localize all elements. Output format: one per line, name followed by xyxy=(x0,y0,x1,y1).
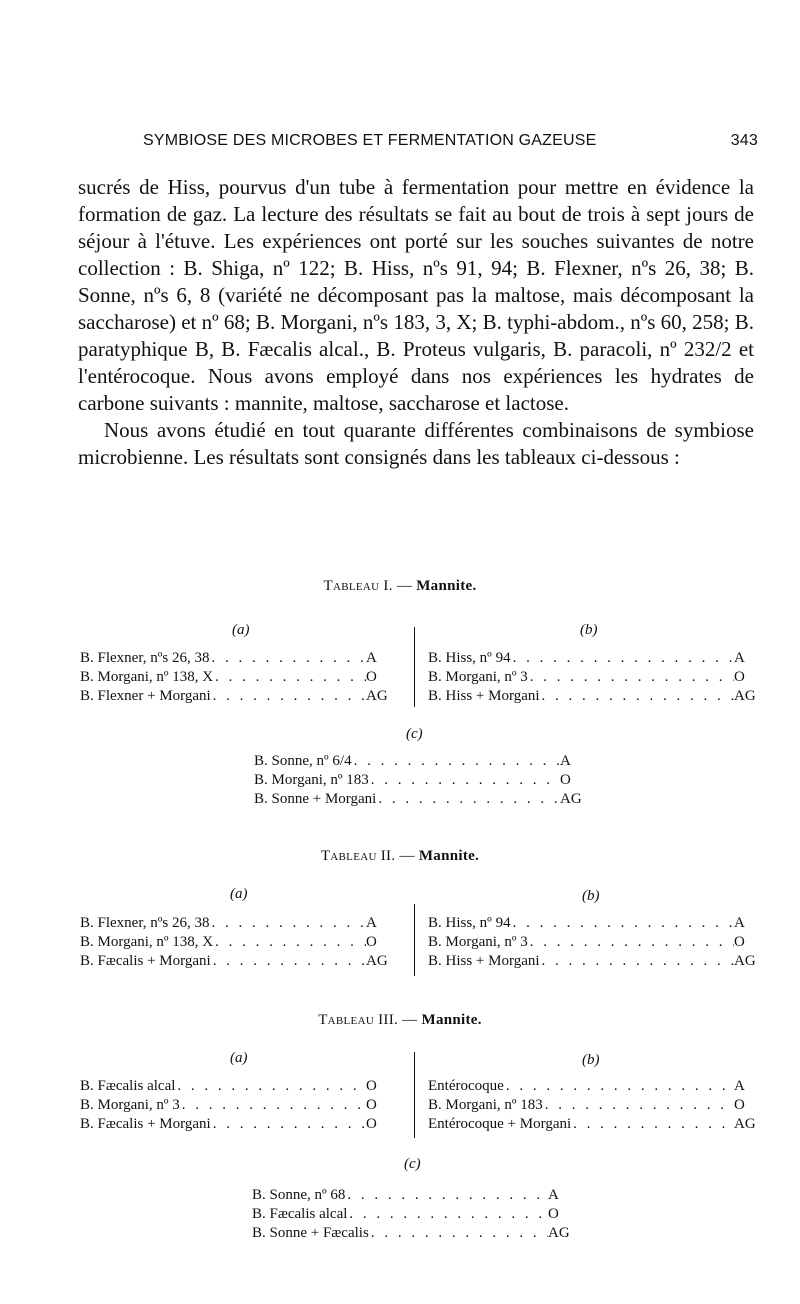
tableau-3-dash: — xyxy=(402,1012,418,1028)
table-row: B. Morgani, nº 3 . . . O xyxy=(428,933,756,952)
table-row: B. Fæcalis alcal . . . O xyxy=(80,1077,388,1096)
tableau-1-col-c-label: (c) xyxy=(406,726,423,742)
tableau-1-divider xyxy=(414,627,415,707)
tableau-1-label: Tableau I. xyxy=(323,578,393,594)
tableau-2-group-a xyxy=(80,914,388,971)
table-row: B. Sonne + Fæcalis . . . AG xyxy=(252,1224,570,1243)
tableau-3-group-a xyxy=(80,1077,388,1134)
tableau-2-col-a-label: (a) xyxy=(230,886,248,902)
table-row: B. Hiss, nº 94 . . . A xyxy=(428,914,756,933)
table-row: B. Flexner, nºs 26, 38 . . . A xyxy=(80,649,388,668)
tableau-3-subject: Mannite. xyxy=(421,1012,482,1028)
table-row: B. Flexner + Morgani . . . AG xyxy=(80,687,388,706)
paragraph-1: sucrés de Hiss, pourvus d'un tube à fermentation pour mettre en évidence la formation de gaz. La lecture des résultats se fait au bout de trois à sept jours de séjour à l'étuve. Les expériences ont porté sur les souches suivantes de notre collection : B. Shiga, nº 122; B. Hiss, nºs 91, 94; B. Flexner, nºs 26, 38; B. Sonne, nºs 6, 8 (variété ne décomposant pas la maltose, mais décomposant la saccharose) et nº 68; B. Morgani, nºs 183, 3, X; B. typhi-abdom., nºs 60, 258; B. paratyphique B, B. Fæcalis alcal., B. Proteus vulgaris, B. paracoli, nº 232/2 et l'entérocoque. Nous avons employé dans nos expériences les hydrates de carbone suivants : mannite, maltose, saccharose et lactose. xyxy=(78,175,754,415)
running-head xyxy=(143,132,758,156)
body-text xyxy=(78,174,754,471)
page-number: 343 xyxy=(730,132,758,149)
tableau-3-col-c-label: (c) xyxy=(404,1156,421,1172)
running-title: SYMBIOSE DES MICROBES ET FERMENTATION GAZEUSE xyxy=(143,132,597,149)
table-row: B. Morgani, nº 183 . . . O xyxy=(428,1096,756,1115)
tableau-1-subject: Mannite. xyxy=(416,578,477,594)
tableau-3-group-b xyxy=(428,1077,756,1134)
table-row: B. Morgani, nº 3 . . . O xyxy=(80,1096,388,1115)
tableau-3-title xyxy=(0,1012,800,1029)
tableau-2-title xyxy=(0,848,800,865)
tableau-2-col-b-label: (b) xyxy=(582,888,600,904)
paragraph-2: Nous avons étudié en tout quarante différentes combinaisons de symbiose microbienne. Les résultats sont consignés dans les tableaux ci-dessous : xyxy=(78,418,754,469)
table-row: B. Morgani, nº 138, X . . . O xyxy=(80,668,388,687)
tableau-2-divider xyxy=(414,904,415,976)
table-row: B. Sonne + Morgani . . . AG xyxy=(254,790,582,809)
tableau-1-col-a-label: (a) xyxy=(232,622,250,638)
tableau-2-subject: Mannite. xyxy=(418,848,480,864)
tableau-1-group-a xyxy=(80,649,388,706)
table-row: B. Sonne, nº 6/4 . . . A xyxy=(254,752,582,771)
table-row: B. Fæcalis alcal . . . O xyxy=(252,1205,570,1224)
table-row: B. Flexner, nºs 26, 38 . . . A xyxy=(80,914,388,933)
tableau-1-dash: — xyxy=(396,578,413,594)
table-row: B. Morgani, nº 138, X . . . O xyxy=(80,933,388,952)
tableau-1-group-b xyxy=(428,649,756,706)
tableau-3-col-b-label: (b) xyxy=(582,1052,600,1068)
tableau-1-group-c xyxy=(254,752,582,809)
tableau-3-group-c xyxy=(252,1186,570,1243)
table-row: B. Morgani, nº 183 . . . O xyxy=(254,771,582,790)
table-row: Entérocoque + Morgani . . . AG xyxy=(428,1115,756,1134)
table-row: Entérocoque . . . A xyxy=(428,1077,756,1096)
table-row: B. Sonne, nº 68 . . . A xyxy=(252,1186,570,1205)
table-row: B. Hiss + Morgani . . . AG xyxy=(428,687,756,706)
table-row: B. Hiss + Morgani . . . AG xyxy=(428,952,756,971)
tableau-2-dash: — xyxy=(399,848,415,864)
tableau-3-divider xyxy=(414,1052,415,1138)
tableau-2-label: Tableau II. xyxy=(320,848,396,864)
table-row: B. Fæcalis + Morgani . . . O xyxy=(80,1115,388,1134)
tableau-3-col-a-label: (a) xyxy=(230,1050,248,1066)
tableau-3-label: Tableau III. xyxy=(318,1012,399,1028)
table-row: B. Morgani, nº 3 . . . O xyxy=(428,668,756,687)
tableau-2-group-b xyxy=(428,914,756,971)
table-row: B. Fæcalis + Morgani . . . AG xyxy=(80,952,388,971)
table-row: B. Hiss, nº 94 . . . A xyxy=(428,649,756,668)
tableau-1-title xyxy=(0,578,800,595)
tableau-1-col-b-label: (b) xyxy=(580,622,598,638)
